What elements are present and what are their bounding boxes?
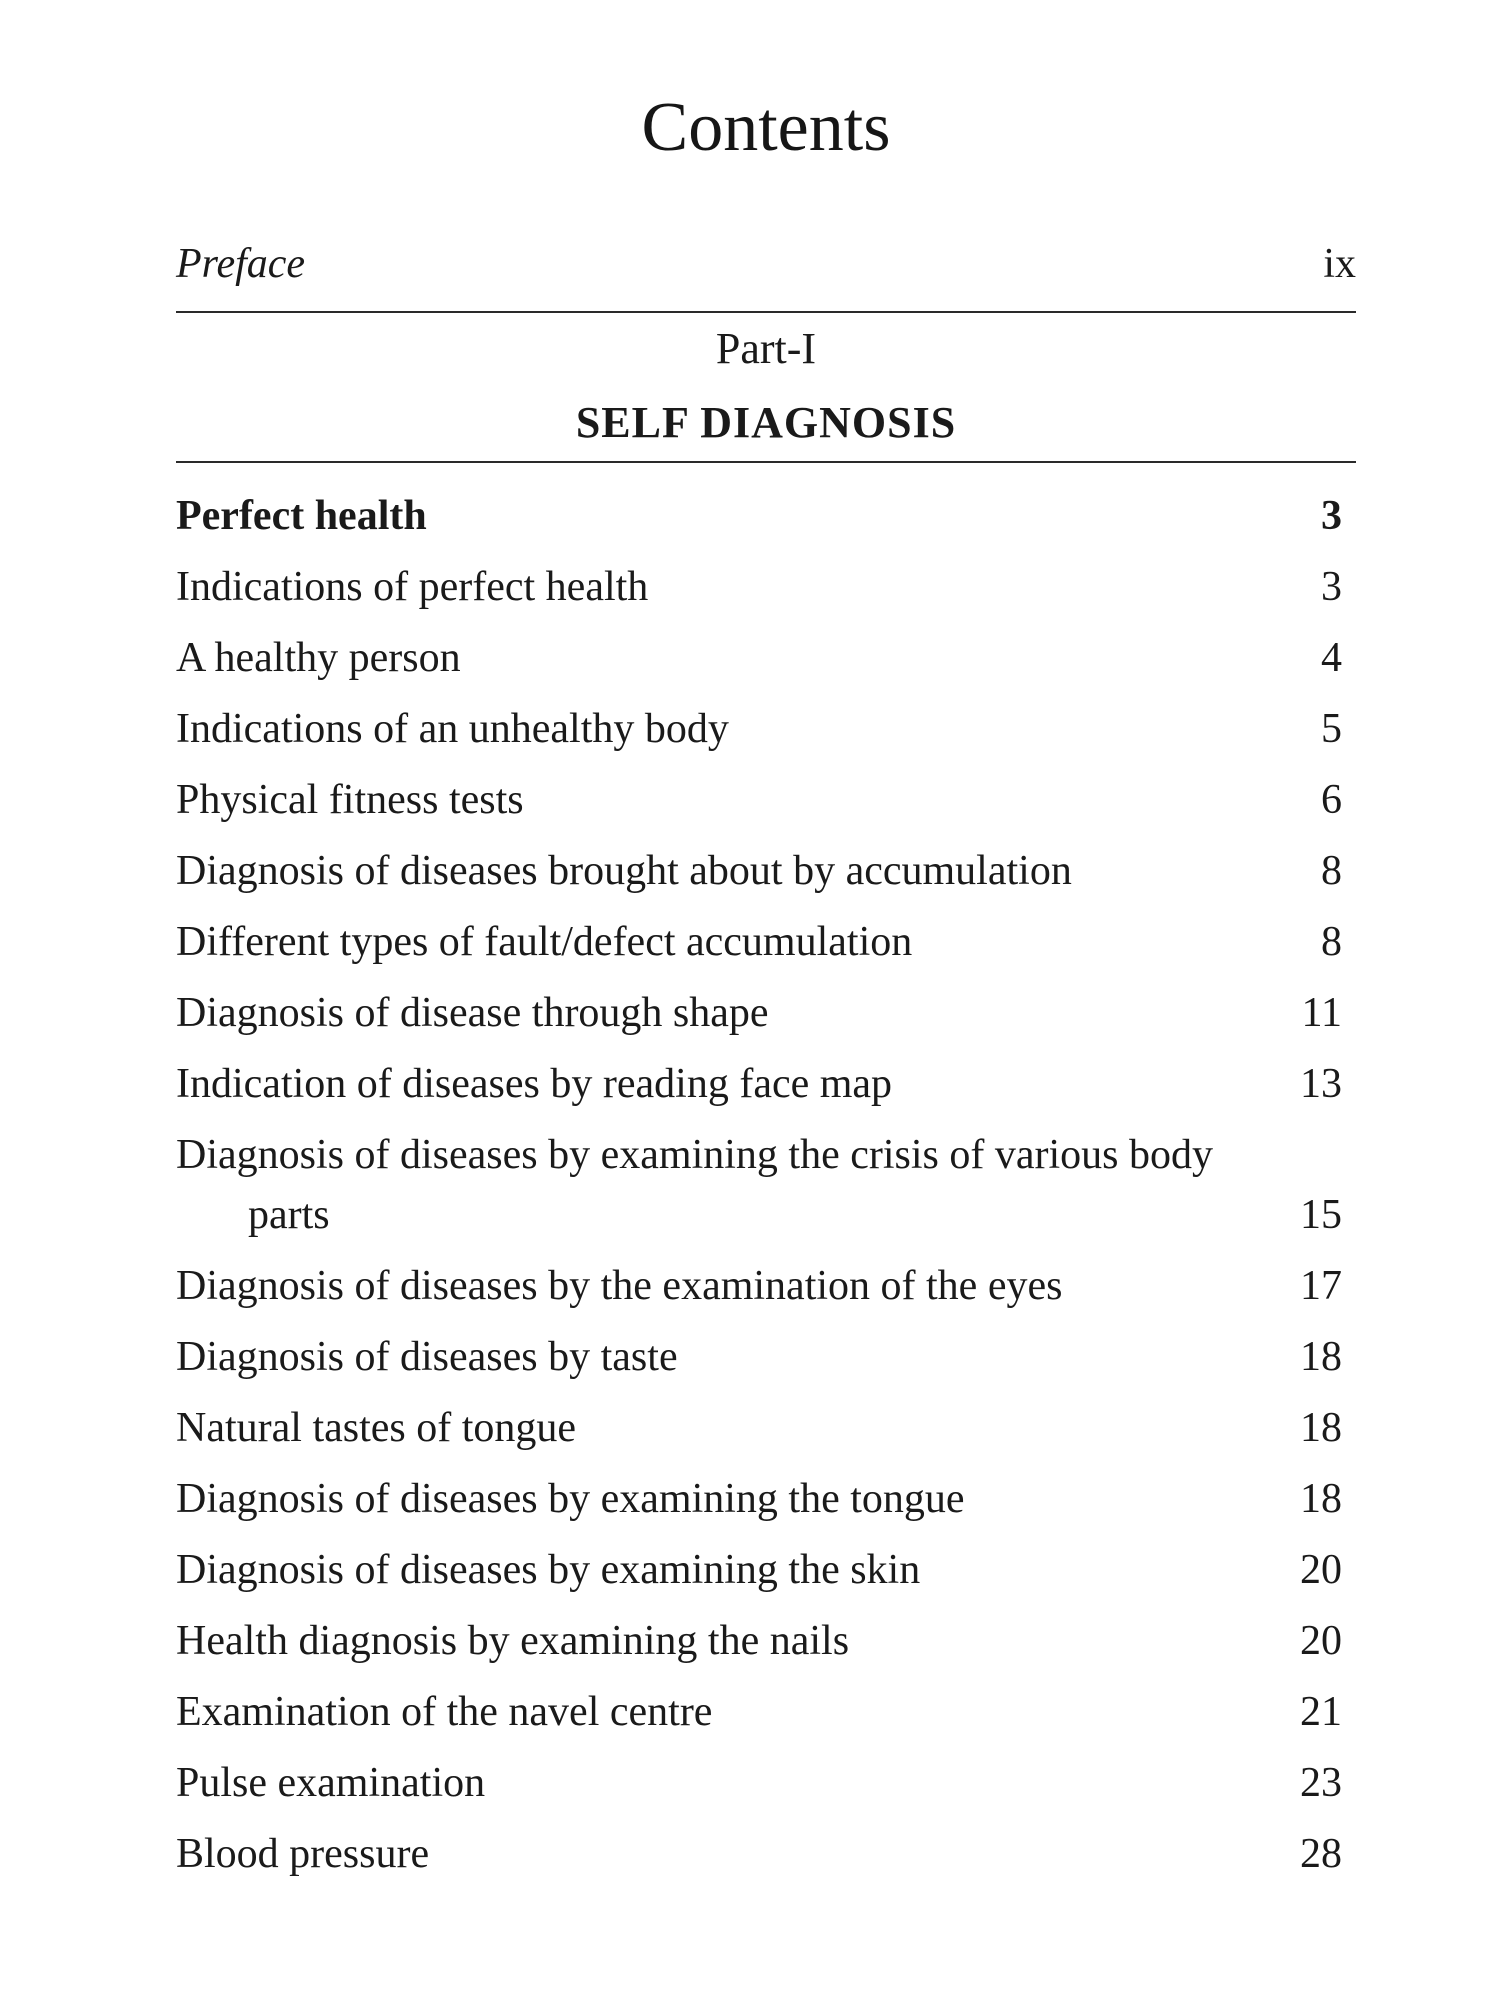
toc-entry-page-number: 11 bbox=[1301, 990, 1342, 1036]
toc-entry[interactable] bbox=[176, 912, 1356, 983]
toc-entry-page-number: 20 bbox=[1300, 1547, 1342, 1593]
toc-entry-page-number: 4 bbox=[1321, 635, 1342, 681]
toc-entry[interactable] bbox=[176, 1824, 1356, 1895]
toc-entry-page-number: 28 bbox=[1300, 1831, 1342, 1877]
part-divider-top bbox=[176, 311, 1356, 313]
toc-entry-title: Indications of an unhealthy body bbox=[176, 706, 729, 752]
contents-page bbox=[176, 0, 1356, 2000]
toc-entry[interactable] bbox=[176, 628, 1356, 699]
toc-entry-page-number: 3 bbox=[1321, 493, 1342, 539]
toc-entry-title: Different types of fault/defect accumulation bbox=[176, 919, 913, 965]
toc-entry-page-number: 20 bbox=[1300, 1618, 1342, 1664]
preface-page-number: ix bbox=[1323, 241, 1356, 287]
toc-entry-page-number: 17 bbox=[1300, 1263, 1342, 1309]
toc-entry-page-number: 21 bbox=[1300, 1689, 1342, 1735]
preface-label: Preface bbox=[176, 241, 306, 287]
toc-entry-title: A healthy person bbox=[176, 635, 461, 681]
toc-entry-title: Indication of diseases by reading face map bbox=[176, 1061, 893, 1107]
toc-entry-page-number: 18 bbox=[1300, 1405, 1342, 1451]
toc-entry-title: Natural tastes of tongue bbox=[176, 1405, 577, 1451]
toc-entry[interactable] bbox=[176, 1125, 1356, 1256]
toc-entry[interactable] bbox=[176, 1469, 1356, 1540]
toc-entry-list bbox=[176, 486, 1356, 1895]
toc-entry-page-number: 5 bbox=[1321, 706, 1342, 752]
toc-entry-page-number: 18 bbox=[1300, 1476, 1342, 1522]
toc-entry-page-number: 6 bbox=[1321, 777, 1342, 823]
toc-entry-title: Physical fitness tests bbox=[176, 777, 524, 823]
toc-entry[interactable] bbox=[176, 983, 1356, 1054]
toc-entry[interactable] bbox=[176, 699, 1356, 770]
toc-entry-title: Pulse examination bbox=[176, 1760, 486, 1806]
toc-entry-page-number: 8 bbox=[1321, 848, 1342, 894]
toc-entry-page-number: 13 bbox=[1300, 1061, 1342, 1107]
preface-entry[interactable] bbox=[176, 240, 1356, 296]
part-divider-bottom bbox=[176, 461, 1356, 463]
toc-entry[interactable] bbox=[176, 557, 1356, 628]
toc-entry-page-number: 8 bbox=[1321, 919, 1342, 965]
toc-entry[interactable] bbox=[176, 1611, 1356, 1682]
toc-entry[interactable] bbox=[176, 770, 1356, 841]
part-title: SELF DIAGNOSIS bbox=[575, 398, 957, 447]
toc-entry-title: Diagnosis of diseases by taste bbox=[176, 1334, 678, 1380]
toc-entry[interactable] bbox=[176, 1682, 1356, 1753]
toc-entry-title: Blood pressure bbox=[176, 1831, 430, 1877]
toc-entry[interactable] bbox=[176, 1327, 1356, 1398]
toc-entry-page-number: 23 bbox=[1300, 1760, 1342, 1806]
page-title: Contents bbox=[641, 89, 891, 166]
toc-entry-title: Diagnosis of diseases brought about by accumulation bbox=[176, 848, 1072, 894]
toc-entry[interactable] bbox=[176, 1540, 1356, 1611]
toc-entry-page-number: 15 bbox=[1300, 1192, 1342, 1238]
toc-entry-title: Diagnosis of disease through shape bbox=[176, 990, 769, 1036]
toc-entry-page-number: 3 bbox=[1321, 564, 1342, 610]
toc-entry[interactable] bbox=[176, 486, 1356, 557]
toc-entry-title: Perfect health bbox=[176, 493, 427, 539]
toc-entry-title: Diagnosis of diseases by examining the skin bbox=[176, 1547, 921, 1593]
part-label: Part-I bbox=[715, 324, 817, 373]
toc-entry[interactable] bbox=[176, 1256, 1356, 1327]
toc-entry[interactable] bbox=[176, 1753, 1356, 1824]
toc-entry-title: Indications of perfect health bbox=[176, 564, 649, 610]
toc-entry-title: Examination of the navel centre bbox=[176, 1689, 713, 1735]
toc-entry-title: Diagnosis of diseases by examining the tongue bbox=[176, 1476, 965, 1522]
toc-entry-page-number: 18 bbox=[1300, 1334, 1342, 1380]
toc-entry-title: Health diagnosis by examining the nails bbox=[176, 1618, 850, 1664]
toc-entry-title: Diagnosis of diseases by the examination of the eyes bbox=[176, 1263, 1063, 1309]
toc-entry[interactable] bbox=[176, 841, 1356, 912]
toc-entry[interactable] bbox=[176, 1054, 1356, 1125]
toc-entry-title: Diagnosis of diseases by examining the crisis of various body parts bbox=[176, 1132, 1213, 1238]
toc-entry[interactable] bbox=[176, 1398, 1356, 1469]
